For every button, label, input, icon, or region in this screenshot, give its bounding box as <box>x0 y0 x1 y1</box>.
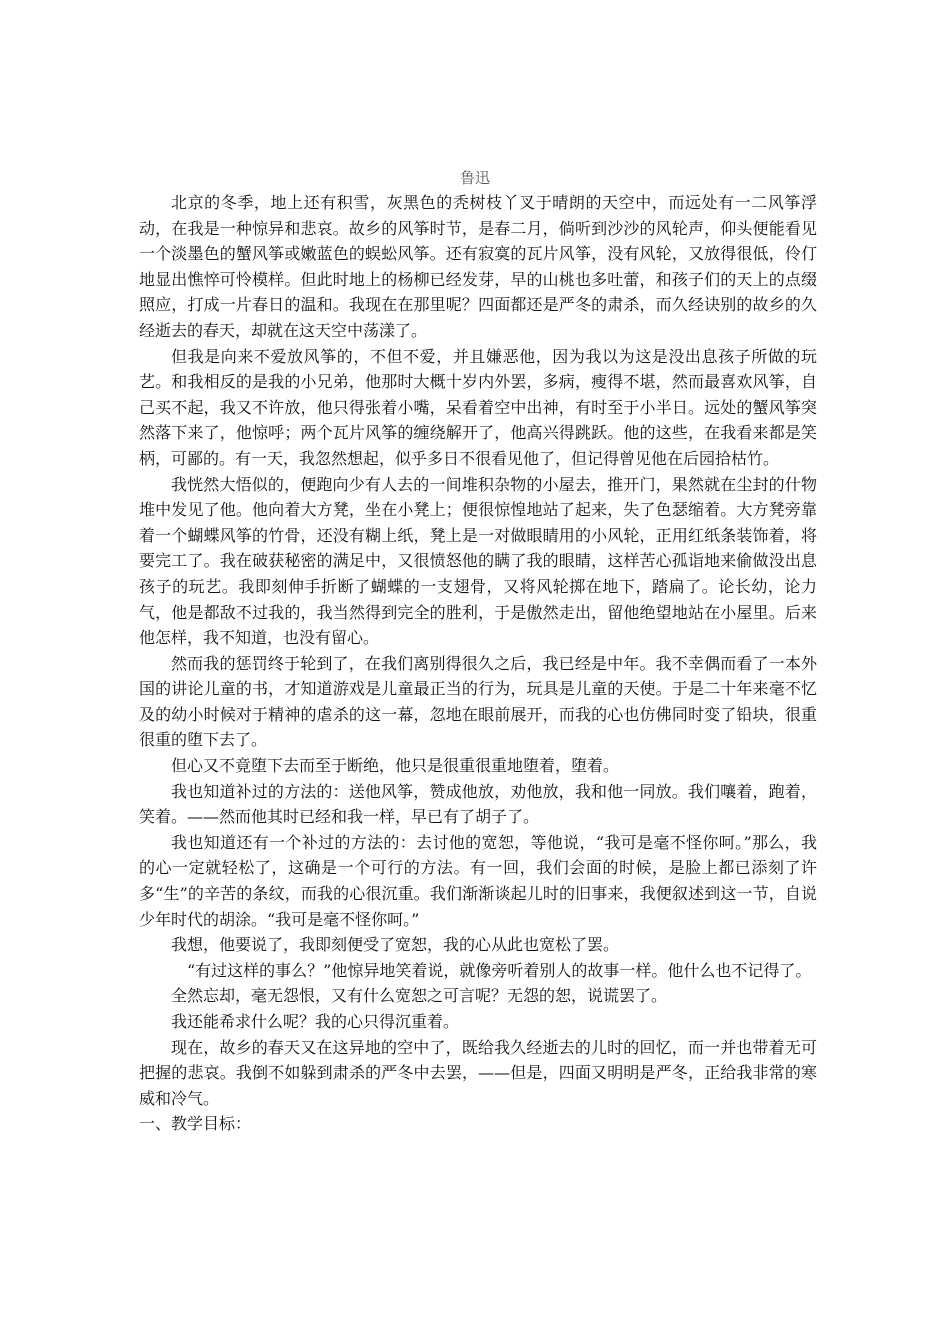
section-heading: 一、教学目标： <box>139 1114 252 1134</box>
paragraph-8: 我想，他要说了，我即刻便受了宽恕，我的心从此也宽松了罢。 <box>171 935 620 955</box>
paragraph-5: 但心又不竟堕下去而至于断绝，他只是很重很重地堕着，堕着。 <box>171 756 620 776</box>
paragraph-7: 我也知道还有一个补过的方法的：去讨他的宽恕，等他说，“我可是毫不怪你呵。”那么，我的心一定就轻松了，这确是一个可行的方法。有一回，我们会面的时候，是脸上都已添刻了许多“生”的辛苦的条纹，而我的心很沉重。我们渐渐谈起儿时的旧事来，我便叙述到这一节，自说少年时代的胡涂。“我可是毫不怪你呵。” <box>139 832 817 929</box>
paragraph-6: 我也知道补过的方法的：送他风筝，赞成他放，劝他放，我和他一同放。我们嚷着，跑着，笑着。——然而他其时已经和我一样，早已有了胡子了。 <box>139 781 817 827</box>
paragraph-9: “有过这样的事么？”他惊异地笑着说，就像旁听着别人的故事一样。他什么也不记得了。 <box>187 960 812 980</box>
paragraph-2: 但我是向来不爱放风筝的，不但不爱，并且嫌恶他，因为我以为这是没出息孩子所做的玩艺。和我相反的是我的小兄弟，他那时大概十岁内外罢，多病，瘦得不堪，然而最喜欢风筝，自己买不起，我又不许放，他只得张着小嘴，呆看着空中出神，有时至于小半日。远处的蟹风筝突然落下来了，他惊呼；两个瓦片风筝的缠绕解开了，他高兴得跳跃。他的这些，在我看来都是笑柄，可鄙的。有一天，我忽然想起，似乎多日不很看见他了，但记得曾见他在后园拾枯竹。 <box>139 346 817 468</box>
paragraph-1: 北京的冬季，地上还有积雪，灰黑色的秃树枝丫叉于晴朗的天空中，而远处有一二风筝浮动，在我是一种惊异和悲哀。故乡的风筝时节，是春二月，倘听到沙沙的风轮声，仰头便能看见一个淡墨色的蟹风筝或嫩蓝色的蜈蚣风筝。还有寂寞的瓦片风筝，没有风轮，又放得很低，伶仃地显出憔悴可怜模样。但此时地上的杨柳已经发芽，早的山桃也多吐蕾，和孩子们的天上的点缀照应，打成一片春日的温和。我现在在那里呢？四面都还是严冬的肃杀，而久经诀别的故乡的久经逝去的春天，却就在这天空中荡漾了。 <box>139 193 817 340</box>
paragraph-11: 我还能希求什么呢？我的心只得沉重着。 <box>171 1012 460 1031</box>
paragraph-3: 我恍然大悟似的，便跑向少有人去的一间堆积杂物的小屋去，推开门，果然就在尘封的什物堆中发见了他。他向着大方凳，坐在小凳上；便很惊惶地站了起来，失了色瑟缩着。大方凳旁靠着一个蝴蝶风筝的竹骨，还没有糊上纸，凳上是一对做眼睛用的小风轮，正用红纸条装饰着，将要完工了。我在破获秘密的满足中，又很愤怒他的瞒了我的眼睛，这样苦心孤诣地来偷做没出息孩子的玩艺。我即刻伸手折断了蝴蝶的一支翅骨，又将风轮掷在地下，踏扁了。论长幼，论力气，他是都敌不过我的，我当然得到完全的胜利，于是傲然走出，留他绝望地站在小屋里。后来他怎样，我不知道，也没有留心。 <box>139 474 817 648</box>
document-body <box>139 190 817 1137</box>
paragraph-10: 全然忘却，毫无怨恨，又有什么宽恕之可言呢？无怨的恕，说谎罢了。 <box>171 986 668 1006</box>
author-name: 鲁迅 <box>459 169 490 187</box>
paragraph-12: 现在，故乡的春天又在这异地的空中了，既给我久经逝去的儿时的回忆，而一并也带着无可把握的悲哀。我倒不如躲到肃杀的严冬中去罢，——但是，四面又明明是严冬，正给我非常的寒威和冷气。 <box>139 1037 817 1108</box>
paragraph-4: 然而我的惩罚终于轮到了，在我们离别得很久之后，我已经是中年。我不幸偶而看了一本外国的讲论儿童的书，才知道游戏是儿童最正当的行为，玩具是儿童的天使。于是二十年来毫不忆及的幼小时候对于精神的虐杀的这一幕，忽地在眼前展开，而我的心也仿佛同时变了铅块，很重很重的堕下去了。 <box>139 653 817 750</box>
